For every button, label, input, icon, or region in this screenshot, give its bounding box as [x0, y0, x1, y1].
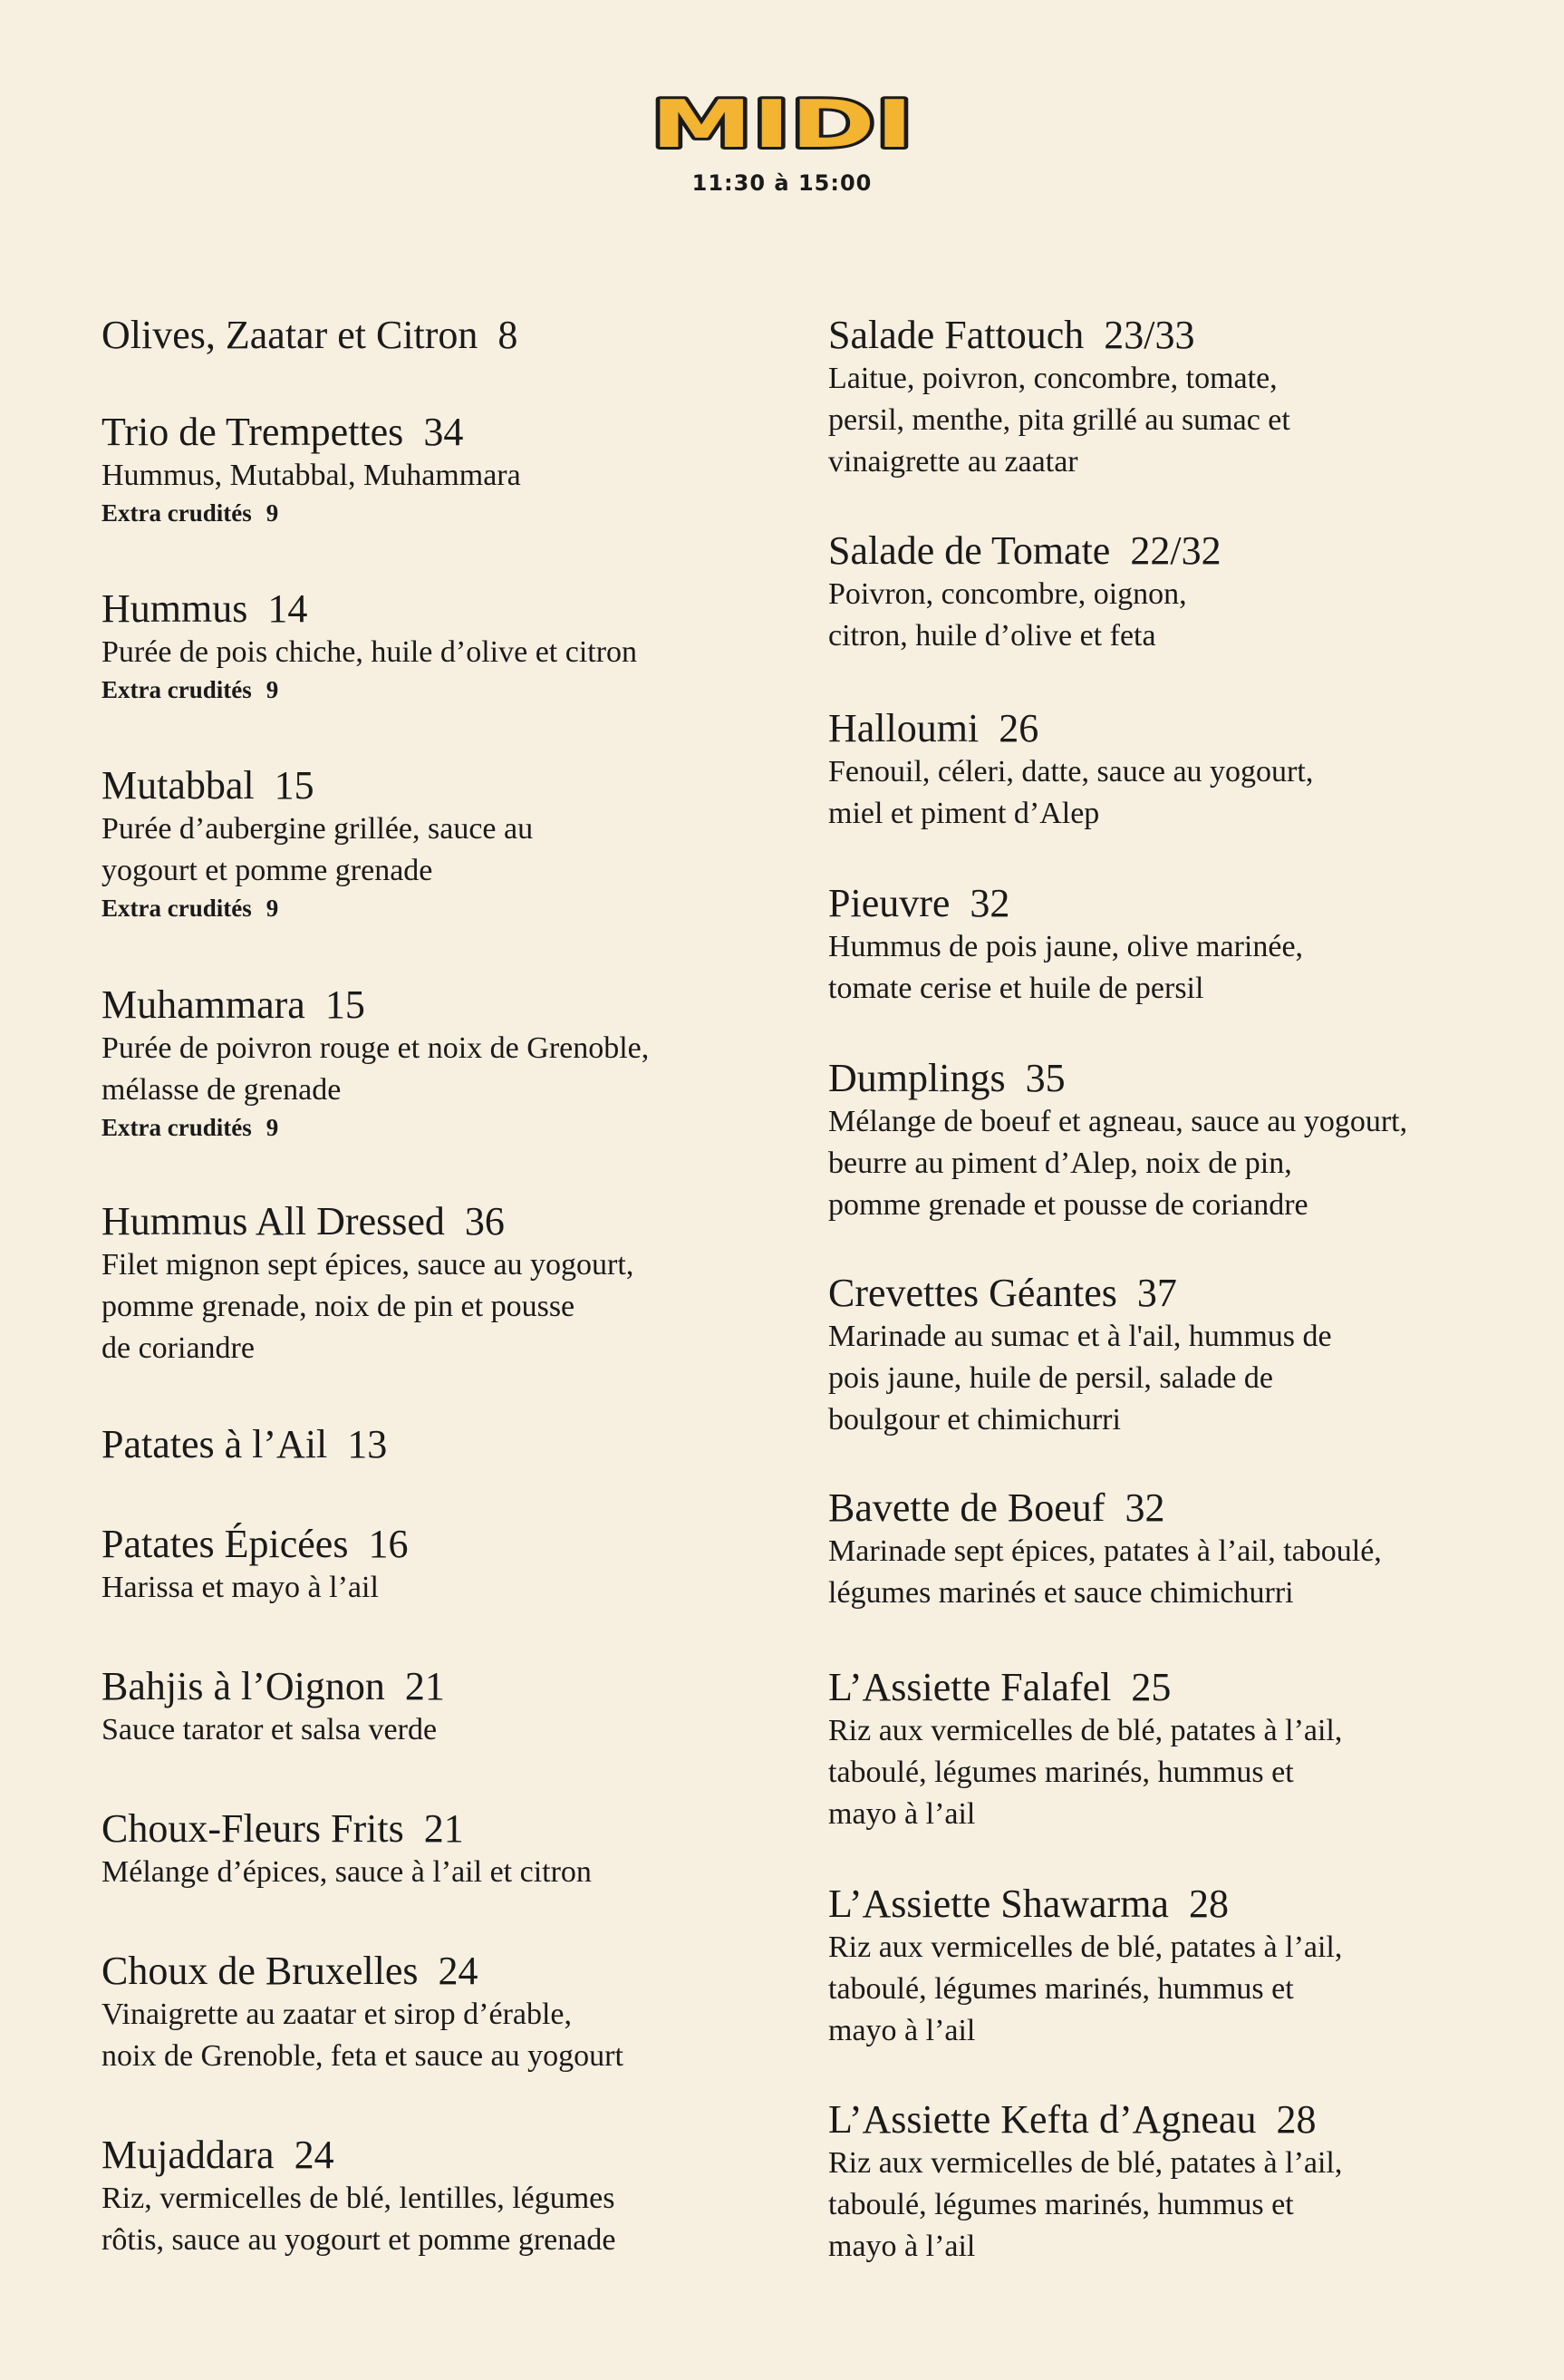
menu-item-name: Hummus All Dressed — [101, 1199, 445, 1243]
menu-item-name: Patates Épicées — [101, 1522, 349, 1566]
menu-item-extra — [101, 892, 790, 924]
menu-item-description: Sauce tarator et salsa verde — [101, 1713, 438, 1746]
menu-item-price: 22/32 — [1130, 528, 1221, 573]
menu-item-description: miel et piment d’Alep — [828, 797, 1100, 830]
menu-item-price: 21 — [404, 1664, 445, 1708]
menu-item-price: 13 — [347, 1422, 388, 1466]
menu-item-heading — [101, 763, 790, 808]
menu-item — [101, 1422, 790, 1467]
menu-item-description: vinaigrette au zaatar — [828, 445, 1078, 479]
menu-item — [828, 1056, 1535, 1226]
menu-item-heading — [101, 1522, 790, 1567]
menu-item-name: Hummus — [101, 586, 248, 631]
menu-item-description: mayo à l’ail — [828, 2014, 976, 2047]
menu-item-price: 26 — [999, 706, 1039, 750]
menu-item — [828, 1665, 1535, 1835]
menu-item-heading — [828, 313, 1535, 358]
menu-item-price: 14 — [267, 586, 308, 631]
menu-item — [101, 763, 790, 924]
menu-item-description: beurre au piment d’Alep, noix de pin, — [828, 1146, 1292, 1180]
menu-item-description: Mélange d’épices, sauce à l’ail et citron — [101, 1855, 592, 1889]
menu-item-price: 35 — [1025, 1056, 1066, 1100]
menu-item-price: 15 — [324, 982, 365, 1027]
menu-item-heading — [101, 1949, 790, 1994]
menu-item — [828, 1271, 1535, 1441]
extra-price: 9 — [265, 1114, 279, 1141]
menu-item-price: 25 — [1131, 1665, 1172, 1709]
menu-item-description: Laitue, poivron, concombre, tomate, — [828, 362, 1278, 395]
menu-item-description: Riz aux vermicelles de blé, patates à l’ail, — [828, 2146, 1343, 2180]
menu-item-name: Salade de Tomate — [828, 528, 1111, 573]
menu-item-description: taboulé, légumes marinés, hummus et — [828, 1756, 1294, 1789]
menu-item-description: taboulé, légumes marinés, hummus et — [828, 1972, 1294, 2006]
menu-item-heading — [101, 1422, 790, 1467]
menu-item — [828, 1485, 1535, 1614]
menu-item-description: légumes marinés et sauce chimichurri — [828, 1576, 1294, 1610]
menu-item-heading — [101, 1806, 790, 1852]
menu-item — [828, 2097, 1535, 2268]
menu-item-description: rôtis, sauce au yogourt et pomme grenade — [101, 2223, 616, 2257]
menu-item-name: Halloumi — [828, 706, 980, 750]
menu-item-description: Purée de pois chiche, huile d’olive et citron — [101, 635, 638, 669]
menu-item-price: 24 — [438, 1949, 478, 1993]
menu-item-name: Mujaddara — [101, 2133, 275, 2177]
menu-item — [101, 313, 790, 358]
menu-item — [101, 1949, 790, 2077]
menu-item-description: citron, huile d’olive et feta — [828, 619, 1156, 653]
menu-item-heading — [101, 2133, 790, 2178]
menu-item-description: Hummus de pois jaune, olive marinée, — [828, 930, 1304, 963]
menu-item — [101, 410, 790, 529]
midi-logo-art — [646, 91, 918, 160]
menu-item-description: Fenouil, céleri, datte, sauce au yogourt, — [828, 755, 1314, 788]
menu-item-name: Olives, Zaatar et Citron — [101, 313, 478, 357]
extra-price: 9 — [265, 676, 279, 703]
menu-item-price: 32 — [1125, 1485, 1165, 1530]
menu-item-price: 15 — [274, 763, 314, 808]
menu-item-heading — [828, 881, 1535, 926]
menu-item-heading — [101, 1199, 790, 1244]
menu-item-heading — [828, 706, 1535, 751]
menu-item-price: 21 — [423, 1806, 464, 1851]
menu-item-heading — [828, 1485, 1535, 1531]
menu-item — [828, 881, 1535, 1010]
menu-item-extra — [101, 1111, 790, 1144]
menu-item — [828, 528, 1535, 657]
extra-price: 9 — [265, 499, 279, 527]
menu-item-price: 36 — [464, 1199, 505, 1243]
menu-item-name: Patates à l’Ail — [101, 1422, 328, 1466]
menu-item-price: 28 — [1188, 1882, 1229, 1926]
menu-item-heading — [101, 982, 790, 1028]
menu-item-name: Pieuvre — [828, 881, 951, 925]
midi-logo — [646, 91, 918, 160]
menu-item-description: pomme grenade, noix de pin et pousse — [101, 1290, 575, 1323]
menu-item-description: mélasse de grenade — [101, 1073, 342, 1107]
menu-item-description: Filet mignon sept épices, sauce au yogourt, — [101, 1248, 634, 1282]
menu-item-description: Marinade au sumac et à l'ail, hummus de — [828, 1320, 1332, 1353]
menu-item-name: Choux-Fleurs Frits — [101, 1806, 404, 1851]
menu-item-heading — [828, 1882, 1535, 1927]
menu-item-price: 37 — [1136, 1271, 1177, 1315]
menu-item-price: 32 — [970, 881, 1010, 925]
menu-item-description: Marinade sept épices, patates à l’ail, taboulé, — [828, 1534, 1382, 1568]
menu-item-description: boulgour et chimichurri — [828, 1403, 1121, 1437]
menu-item-price: 8 — [497, 313, 518, 357]
extra-price: 9 — [265, 895, 279, 922]
menu-item-description: Riz aux vermicelles de blé, patates à l’ail, — [828, 1930, 1343, 1964]
menu-item-description: Riz, vermicelles de blé, lentilles, légumes — [101, 2182, 615, 2215]
menu-item-extra — [101, 497, 790, 529]
menu-item-heading — [101, 410, 790, 455]
menu-item-description: taboulé, légumes marinés, hummus et — [828, 2188, 1294, 2221]
extra-label: Extra crudités — [101, 895, 252, 922]
menu-item-description: Vinaigrette au zaatar et sirop d’érable, — [101, 1998, 573, 2031]
menu-item-name: L’Assiette Falafel — [828, 1665, 1112, 1709]
menu-item-description: noix de Grenoble, feta et sauce au yogourt — [101, 2039, 623, 2073]
menu-item — [101, 1199, 790, 1369]
menu-header — [0, 91, 1564, 196]
menu-item-price: 23/33 — [1104, 313, 1195, 357]
extra-label: Extra crudités — [101, 676, 252, 703]
menu-item-name: Crevettes Géantes — [828, 1271, 1117, 1315]
menu-item — [101, 1522, 790, 1609]
menu-item-name: Salade Fattouch — [828, 313, 1085, 357]
extra-label: Extra crudités — [101, 499, 252, 527]
menu-item-name: Bavette de Boeuf — [828, 1485, 1105, 1530]
menu-item-heading — [101, 313, 790, 358]
menu-item-description: de coriandre — [101, 1331, 255, 1365]
menu-item-description: pomme grenade et pousse de coriandre — [828, 1188, 1308, 1222]
menu-item-heading — [101, 586, 790, 632]
menu-item-description: mayo à l’ail — [828, 2230, 976, 2263]
menu-item-name: Dumplings — [828, 1056, 1006, 1100]
menu-item-name: L’Assiette Kefta d’Agneau — [828, 2097, 1257, 2142]
menu-item-name: Mutabbal — [101, 763, 255, 808]
menu-item-name: Choux de Bruxelles — [101, 1949, 419, 1993]
service-hours: 11:30 à 15:00 — [691, 170, 873, 196]
menu-item-heading — [828, 2097, 1535, 2143]
menu-item-price: 34 — [423, 410, 464, 454]
menu-item-price: 16 — [368, 1522, 409, 1566]
menu-item-description: Mélange de boeuf et agneau, sauce au yogourt, — [828, 1105, 1408, 1138]
menu-item-name: Bahjis à l’Oignon — [101, 1664, 385, 1708]
menu-item — [101, 1664, 790, 1751]
menu-item-price: 24 — [294, 2133, 334, 2177]
menu-item-description: mayo à l’ail — [828, 1797, 976, 1831]
menu-item-description: tomate cerise et huile de persil — [828, 972, 1204, 1005]
menu-item-name: Muhammara — [101, 982, 305, 1027]
menu-item-heading — [828, 528, 1535, 574]
menu-item-description: Harissa et mayo à l’ail — [101, 1571, 379, 1604]
menu-item-heading — [828, 1271, 1535, 1316]
menu-item-description: Riz aux vermicelles de blé, patates à l’ail, — [828, 1714, 1343, 1747]
menu-item — [101, 2133, 790, 2261]
menu-item-description: pois jaune, huile de persil, salade de — [828, 1361, 1273, 1395]
menu-title: MIDI — [651, 91, 913, 160]
menu-item-heading — [828, 1665, 1535, 1710]
menu-item-description: Hummus, Mutabbal, Muhammara — [101, 459, 521, 492]
menu-item-heading — [101, 1664, 790, 1709]
extra-label: Extra crudités — [101, 1114, 252, 1141]
menu-item — [101, 982, 790, 1144]
menu-item-name: Trio de Trempettes — [101, 410, 404, 454]
menu-item — [828, 706, 1535, 835]
menu-item — [101, 1806, 790, 1893]
menu-item-price: 28 — [1276, 2097, 1317, 2142]
menu-item-description: Purée d’aubergine grillée, sauce au — [101, 812, 534, 846]
menu-item-description: persil, menthe, pita grillé au sumac et — [828, 403, 1290, 437]
menu-item-extra — [101, 673, 790, 706]
menu-item — [101, 586, 790, 706]
menu-item-description: Poivron, concombre, oignon, — [828, 577, 1187, 611]
menu-item — [828, 313, 1535, 483]
menu-item-description: yogourt et pomme grenade — [101, 854, 433, 887]
menu-item-name: L’Assiette Shawarma — [828, 1882, 1169, 1926]
menu-item-description: Purée de poivron rouge et noix de Grenoble, — [101, 1031, 650, 1065]
menu-item — [828, 1882, 1535, 2052]
menu-item-heading — [828, 1056, 1535, 1101]
